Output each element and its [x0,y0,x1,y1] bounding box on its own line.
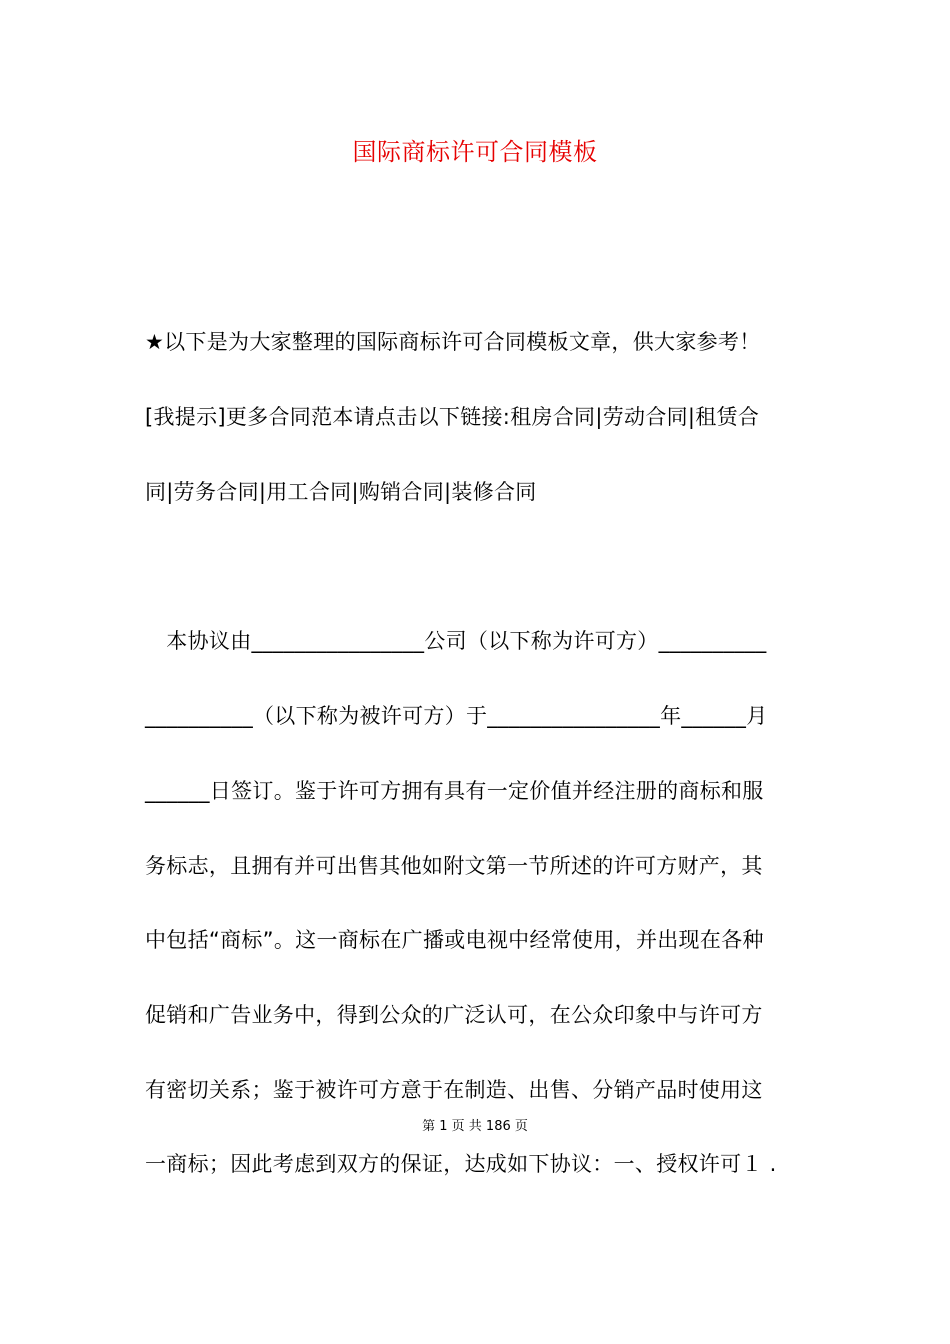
body-line-1: 本协议由________________公司（以下称为许可方）__________ [145,629,767,653]
page-number-footer: 第 1 页 共 186 页 [422,1119,528,1134]
intro-line-2: [我提示]更多合同范本请点击以下链接:租房合同|劳动合同|租赁合 [145,405,760,429]
body-line-4: 务标志，且拥有并可出售其他如附文第一节所述的许可方财产，其 [145,854,763,878]
document-title: 国际商标许可合同模板 [352,138,598,166]
intro-line-1: ★以下是为大家整理的国际商标许可合同模板文章，供大家参考！ [145,330,761,354]
body-line-5: 中包括“商标”。这一商标在广播或电视中经常使用，并出现在各种 [145,928,764,952]
body-line-6: 促销和广告业务中，得到公众的广泛认可，在公众印象中与许可方 [145,1003,763,1027]
body-line-2: __________（以下称为被许可方）于________________年______月 [145,704,768,728]
body-line-8: 一商标；因此考虑到双方的保证，达成如下协议：一、授权许可１ . [145,1152,777,1176]
body-line-3: ______日签订。鉴于许可方拥有具有一定价值并经注册的商标和服 [145,779,764,803]
intro-line-3: 同|劳务合同|用工合同|购销合同|装修合同 [145,480,537,504]
body-line-7: 有密切关系；鉴于被许可方意于在制造、出售、分销产品时使用这 [145,1078,763,1102]
